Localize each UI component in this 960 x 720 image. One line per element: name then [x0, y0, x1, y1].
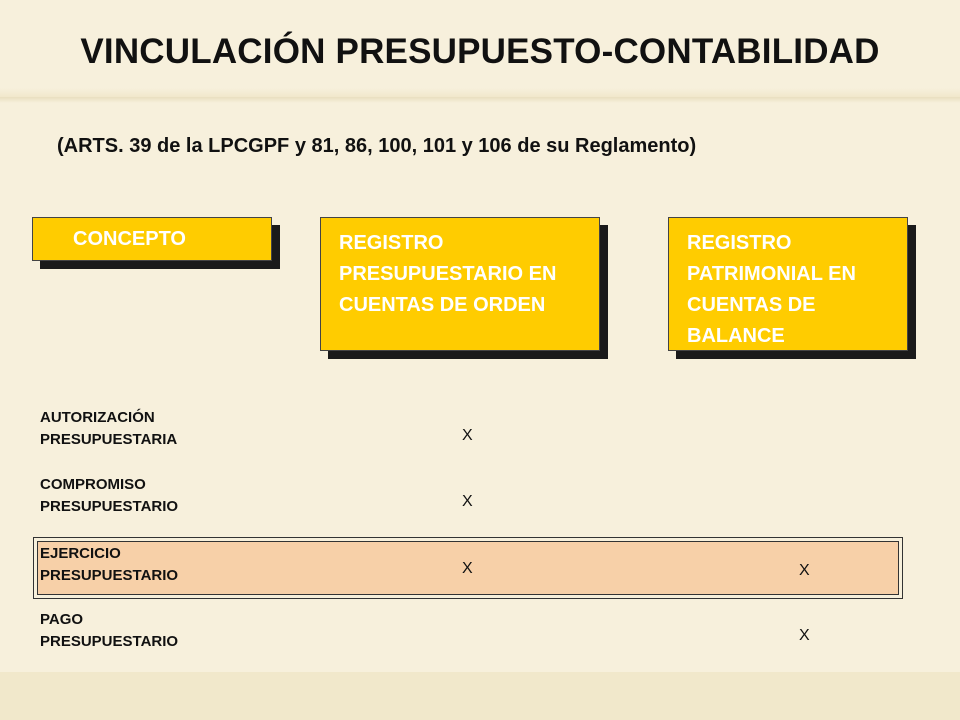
row-label-line: PRESUPUESTARIO	[40, 498, 179, 515]
title-divider	[0, 97, 960, 103]
row-label-line: PRESUPUESTARIO	[40, 567, 179, 584]
header-presupuestario-line: CUENTAS DE ORDEN	[339, 294, 546, 316]
bottom-band	[0, 672, 960, 720]
mark-ejercicio-presupuestario: X	[462, 560, 473, 577]
row-label-line: PRESUPUESTARIA	[40, 431, 178, 448]
mark-autorizacion-presupuestario: X	[462, 427, 473, 444]
header-registro-patrimonial	[668, 217, 908, 351]
row-label-ejercicio	[40, 543, 178, 587]
row-label-line: PRESUPUESTARIO	[40, 633, 179, 650]
header-registro-patrimonial-face	[668, 217, 908, 351]
row-label-compromiso	[40, 474, 178, 518]
subtitle: (ARTS. 39 de la LPCGPF y 81, 86, 100, 101 y 106 de su Reglamento)	[57, 135, 697, 157]
row-label-pago	[40, 609, 178, 653]
header-concepto-line: CONCEPTO	[73, 228, 186, 250]
row-label-line: EJERCICIO	[40, 545, 121, 562]
header-patrimonial-line: PATRIMONIAL EN	[687, 263, 856, 285]
header-patrimonial-line: BALANCE	[687, 325, 785, 347]
mark-pago-patrimonial: X	[799, 627, 810, 644]
mark-ejercicio-patrimonial: X	[799, 562, 810, 579]
header-concepto	[32, 217, 272, 261]
mark-compromiso-presupuestario: X	[462, 493, 473, 510]
header-patrimonial-line: CUENTAS DE	[687, 294, 816, 316]
row-label-line: COMPROMISO	[40, 476, 146, 493]
page-title: VINCULACIÓN PRESUPUESTO-CONTABILIDAD	[80, 32, 880, 71]
header-concepto-face	[32, 217, 272, 261]
row-label-autorizacion	[40, 407, 177, 451]
header-presupuestario-line: PRESUPUESTARIO EN	[339, 263, 557, 285]
header-registro-presupuestario-face	[320, 217, 600, 351]
row-label-line: AUTORIZACIÓN	[40, 409, 155, 426]
header-patrimonial-line: REGISTRO	[687, 232, 792, 254]
header-presupuestario-line: REGISTRO	[339, 232, 444, 254]
row-label-line: PAGO	[40, 611, 84, 628]
header-registro-presupuestario	[320, 217, 600, 351]
